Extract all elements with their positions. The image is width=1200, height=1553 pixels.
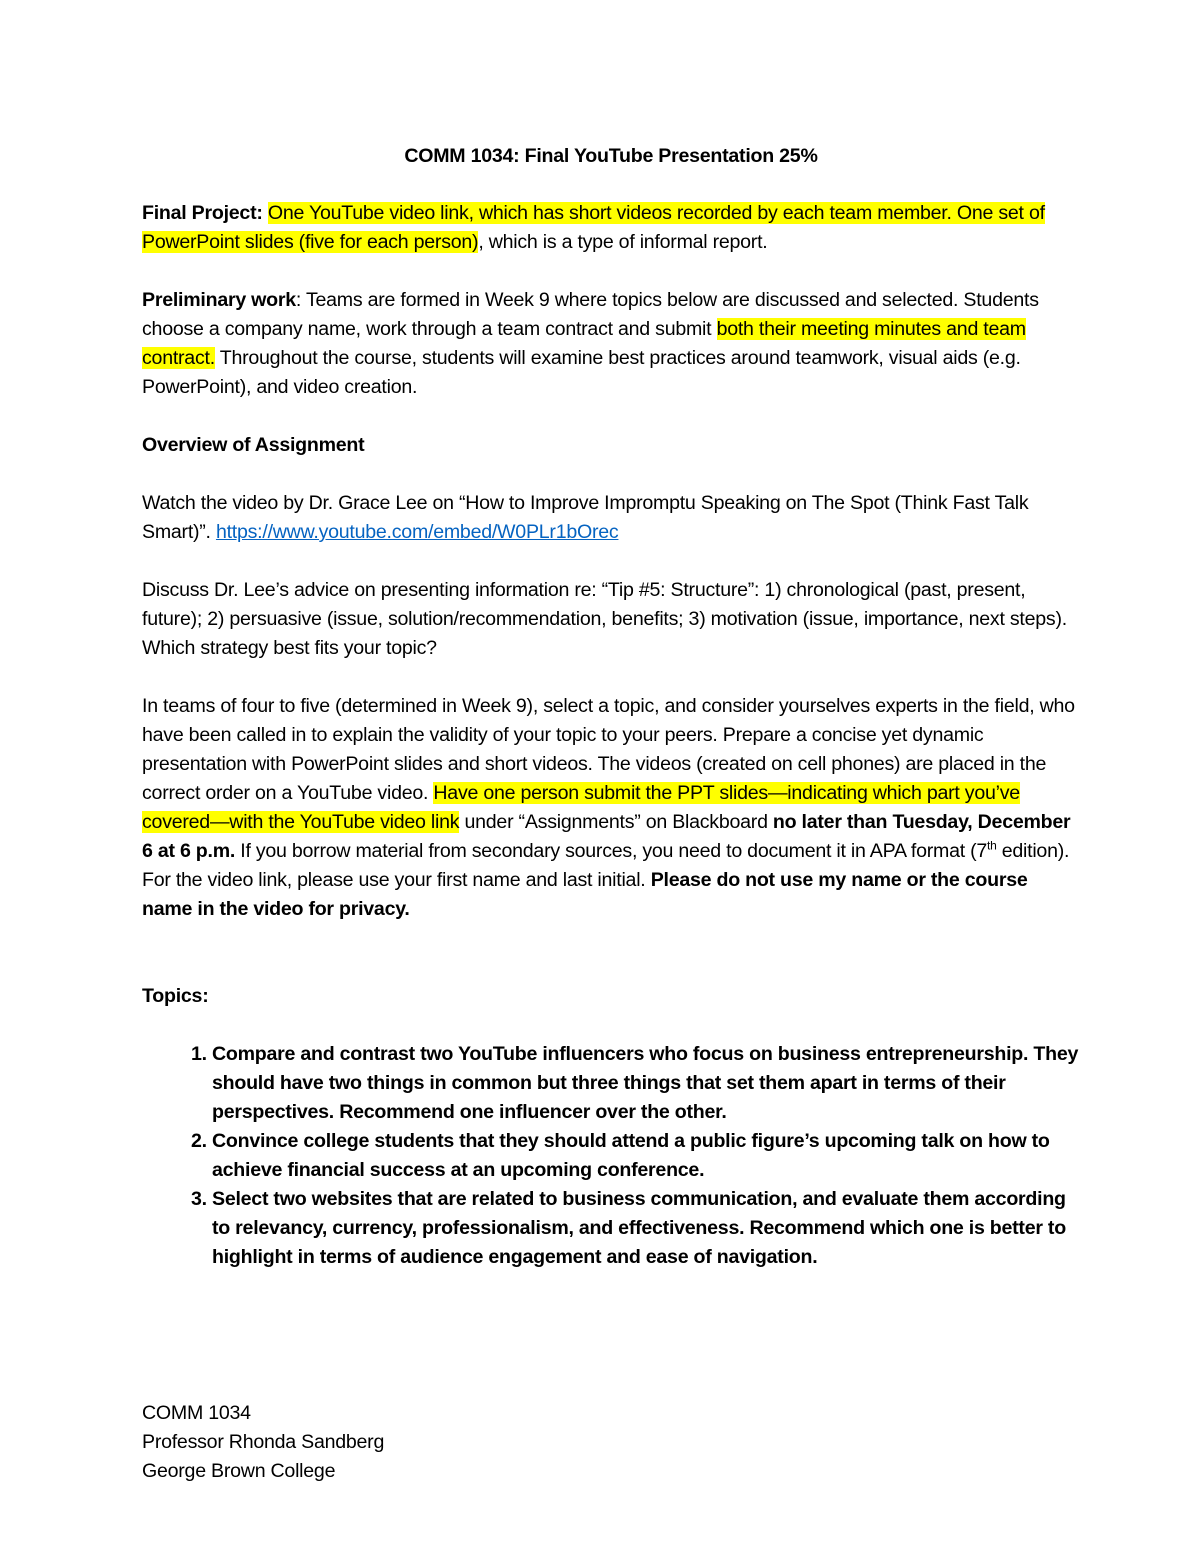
final-project-label: Final Project:	[142, 202, 263, 224]
teams-text-2: under “Assignments” on Blackboard	[459, 811, 773, 833]
teams-highlight: Have one person submit the PPT slides—indicating which part you’ve covered—with the YouTube video link	[142, 782, 1020, 833]
footer-professor: Professor Rhonda Sandberg	[142, 1431, 385, 1453]
footer-course: COMM 1034	[142, 1402, 251, 1424]
final-project-highlight: One YouTube video link, which has short videos recorded by each team member. One set of PowerPoint slides (five for each person)	[142, 202, 1045, 253]
teams-text-4: edition). For the video link, please use your first name and last initial.	[142, 840, 1070, 891]
preliminary-label: Preliminary work	[142, 289, 296, 311]
list-item: 3. Select two websites that are related to business communication, and evaluate them according to relevancy, currency, professionalism, and effectiveness. Recommend which one is better to highlight in terms of audience engagement and ease of navigation.	[212, 1185, 1080, 1272]
page-title: COMM 1034: Final YouTube Presentation 25%	[404, 145, 818, 167]
topics-heading: Topics:	[142, 985, 209, 1007]
list-item: 2. Convince college students that they should attend a public figure’s upcoming talk on how to achieve financial success at an upcoming conference.	[212, 1127, 1080, 1185]
topics-list	[142, 1040, 1080, 1272]
preliminary-text-2: Throughout the course, students will examine best practices around teamwork, visual aids (e.g. PowerPoint), and video creation.	[142, 347, 1021, 398]
final-project-text: , which is a type of informal report.	[478, 231, 768, 253]
preliminary-text-1: : Teams are formed in Week 9 where topics below are discussed and selected. Students choose a company name, work through a team contract and submit	[142, 289, 1039, 340]
overview-heading: Overview of Assignment	[142, 434, 365, 456]
preliminary-paragraph	[142, 286, 1080, 402]
edition-superscript: th	[987, 838, 997, 853]
privacy-note: Please do not use my name or the course name in the video for privacy.	[142, 869, 1028, 920]
watch-text: Watch the video by Dr. Grace Lee on “How to Improve Impromptu Speaking on The Spot (Think Fast Talk Smart)”.	[142, 492, 1029, 543]
teams-paragraph	[142, 692, 1080, 924]
list-item: 1. Compare and contrast two YouTube influencers who focus on business entrepreneurship. They should have two things in common but three things that set them apart in terms of their perspectives. Recommend one influencer over the other.	[212, 1040, 1080, 1127]
youtube-link[interactable]: https://www.youtube.com/embed/W0PLr1bOrec	[215, 521, 619, 543]
teams-text-1: In teams of four to five (determined in Week 9), select a topic, and consider yourselves experts in the field, who have been called in to explain the validity of your topic to your peers. Prepare a concise yet dynamic presentation with PowerPoint slides and short videos. The videos (created on cell phones) are placed in the correct order on a YouTube video.	[142, 695, 1075, 804]
preliminary-highlight: both their meeting minutes and team contract.	[142, 318, 1026, 369]
watch-paragraph	[142, 489, 1080, 547]
discuss-paragraph: Discuss Dr. Lee’s advice on presenting information re: “Tip #5: Structure”: 1) chronological (past, present, future); 2) persuasive (issue, solution/recommendation, benefits; 3) motivation (issue, importance, next steps). Which strategy best fits your topic?	[142, 579, 1067, 659]
footer-block	[142, 1399, 384, 1486]
footer-college: George Brown College	[142, 1460, 336, 1482]
deadline-text: no later than Tuesday, December 6 at 6 p.m.	[142, 811, 1071, 862]
final-project-paragraph	[142, 199, 1080, 257]
teams-text-3: If you borrow material from secondary sources, you need to document it in APA format (7	[235, 840, 988, 862]
